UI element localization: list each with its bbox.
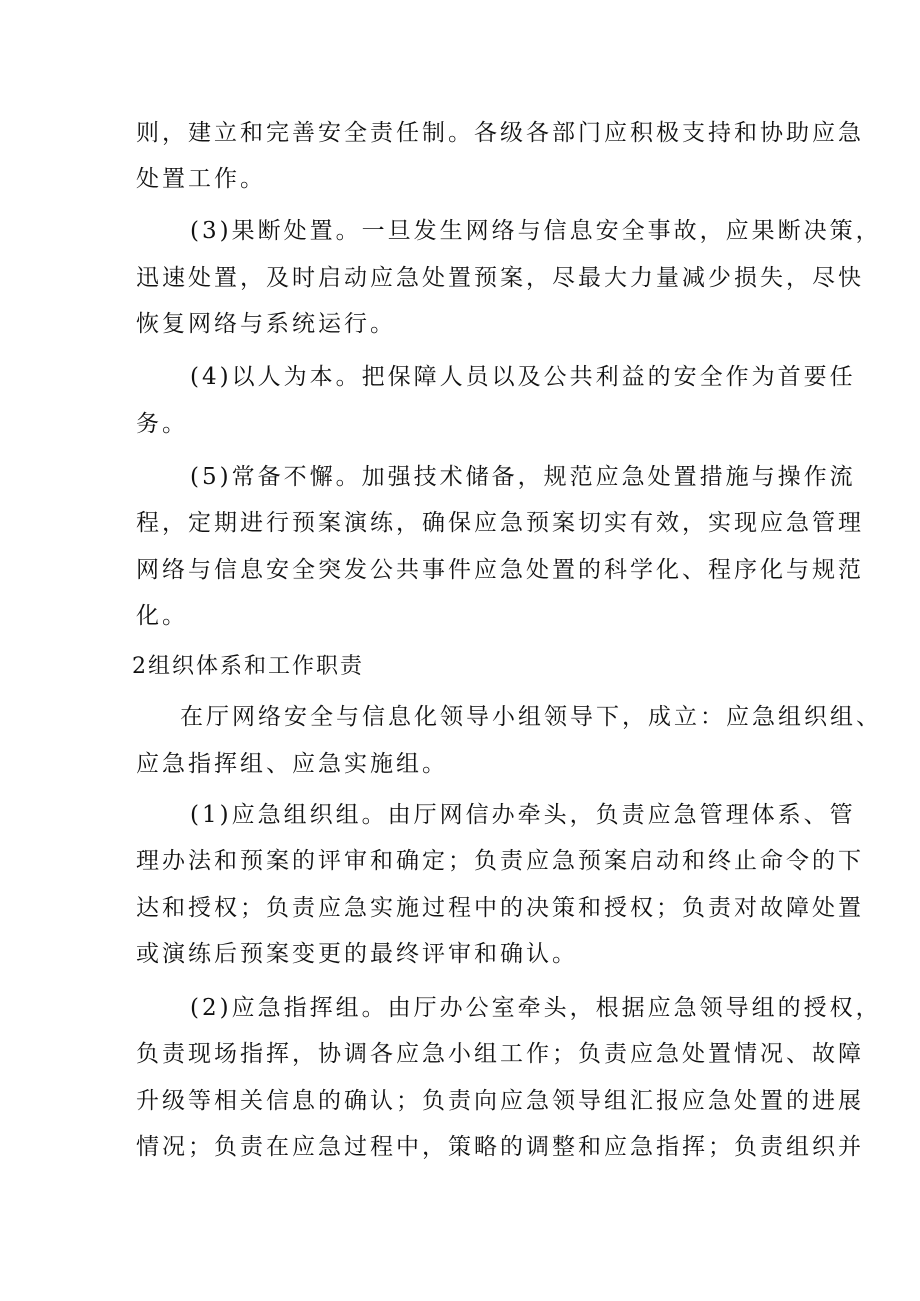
paragraph-line: 达和授权；负责应急实施过程中的决策和授权；负责对故障处置 (136, 895, 864, 921)
paragraph-line: 则，建立和完善安全责任制。各级各部门应积极支持和协助应急 (136, 120, 864, 146)
paragraph-line: 或演练后预案变更的最终评审和确认。 (136, 941, 578, 967)
paragraph-line: 应急指挥组、应急实施组。 (136, 751, 448, 777)
paragraph-line: (1)应急组织组。由厅网信办牵头，负责应急管理体系、管 (190, 802, 856, 828)
section-heading: 2组织体系和工作职责 (132, 654, 364, 679)
paragraph-line: 理办法和预案的评审和确定；负责应急预案启动和终止命令的下 (136, 848, 864, 874)
paragraph-line: 在厅网络安全与信息化领导小组领导下，成立：应急组织组、 (180, 704, 882, 730)
paragraph-line: 程，定期进行预案演练，确保应急预案切实有效，实现应急管理 (136, 510, 864, 536)
paragraph-line: 情况；负责在应急过程中，策略的调整和应急指挥；负责组织并 (136, 1134, 864, 1160)
paragraph-line: 处置工作。 (136, 166, 266, 192)
paragraph-line: (3)果断处置。一旦发生网络与信息安全事故，应果断决策， (190, 218, 882, 244)
paragraph-line: 负责现场指挥，协调各应急小组工作；负责应急处置情况、故障 (136, 1041, 864, 1067)
paragraph-line: (2)应急指挥组。由厅办公室牵头，根据应急领导组的授权， (190, 995, 882, 1021)
paragraph-line: 务。 (136, 411, 188, 437)
paragraph-line: 迅速处置，及时启动应急处置预案，尽最大力量减少损失，尽快 (136, 265, 864, 291)
paragraph-line: (4)以人为本。把保障人员以及公共利益的安全作为首要任 (190, 364, 856, 390)
paragraph-line: 恢复网络与系统运行。 (136, 311, 396, 337)
paragraph-line: 化。 (136, 603, 188, 629)
paragraph-line: 网络与信息安全突发公共事件应急处置的科学化、程序化与规范 (136, 557, 864, 583)
paragraph-line: 升级等相关信息的确认；负责向应急领导组汇报应急处置的进展 (136, 1088, 864, 1114)
paragraph-line: (5)常备不懈。加强技术储备，规范应急处置措施与操作流 (190, 464, 856, 490)
